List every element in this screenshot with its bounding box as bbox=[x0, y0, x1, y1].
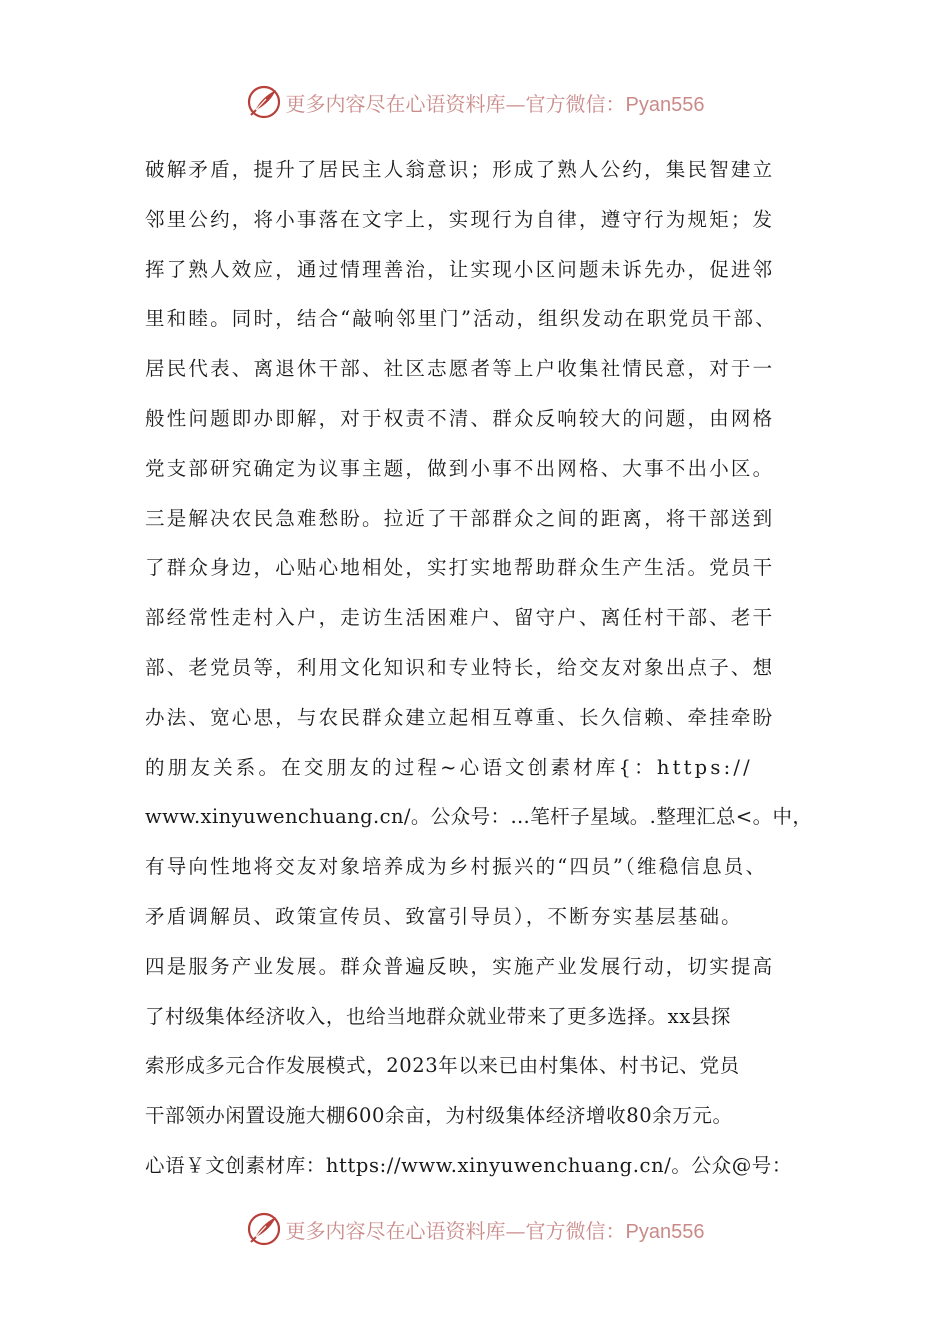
text-line: 挥了熟人效应，通过情理善治，让实现小区问题未诉先办，促进邻 bbox=[145, 257, 775, 281]
text-line: 干部领办闲置设施大棚600余亩，为村级集体经济增收80余万元。 bbox=[145, 1104, 733, 1128]
text-line: 居民代表、离退休干部、社区志愿者等上户收集社情民意，对于一 bbox=[145, 357, 775, 381]
text-line: 心语￥文创素材库：https://www.xinyuwenchuang.cn/。公众@号： bbox=[145, 1153, 793, 1177]
banner-label: 更多内容尽在心语资料库—官方微信：Pyan556 bbox=[285, 1218, 705, 1243]
text-line: 三是解决农民急难愁盼。拉近了干部群众之间的距离，将干部送到 bbox=[145, 506, 775, 530]
banner-label: 更多内容尽在心语资料库—官方微信：Pyan556 bbox=[285, 91, 705, 116]
text-line: 里和睦。同时，结合“敲响邻里门”活动，组织发动在职党员干部、 bbox=[145, 307, 777, 331]
wechat-id: Pyan556 bbox=[625, 1220, 705, 1243]
text-line: 四是服务产业发展。群众普遍反映，实施产业发展行动，切实提高 bbox=[145, 954, 775, 978]
text-line: 破解矛盾，提升了居民主人翁意识；形成了熟人公约，集民智建立 bbox=[145, 158, 775, 181]
text-line: 党支部研究确定为议事主题，做到小事不出网格、大事不出小区。 bbox=[145, 456, 775, 480]
text-line: 部经常性走村入户，走访生活困难户、留守户、离任村干部、老干 bbox=[145, 606, 775, 630]
document-body bbox=[145, 145, 815, 1191]
text-line: 矛盾调解员、政策宣传员、致富引导员），不断夯实基层基础。 bbox=[145, 904, 743, 928]
quill-pen-icon bbox=[246, 84, 282, 120]
text-line: 部、老党员等，利用文化知识和专业特长，给交友对象出点子、想 bbox=[145, 655, 775, 679]
text-line: 的朋友关系。在交朋友的过程~心语文创素材库{：https:// bbox=[145, 755, 753, 779]
text-line: 了群众身边，心贴心地相处，实打实地帮助群众生产生活。党员干 bbox=[145, 556, 775, 580]
text-line: www.xinyuwenchuang.cn/。公众号：…笔杆子星域。.整理汇总<。中， bbox=[145, 805, 813, 829]
text-line: 有导向性地将交友对象培养成为乡村振兴的“四员”（维稳信息员、 bbox=[145, 855, 768, 879]
text-line: 办法、宽心思，与农民群众建立起相互尊重、长久信赖、牵挂牵盼 bbox=[145, 705, 775, 729]
footer-watermark-banner bbox=[0, 1209, 950, 1249]
quill-pen-icon bbox=[246, 1211, 282, 1247]
text-line: 般性问题即办即解，对于权责不清、群众反响较大的问题，由网格 bbox=[145, 406, 775, 430]
text-line: 索形成多元合作发展模式，2023年以来已由村集体、村书记、党员 bbox=[145, 1054, 740, 1078]
wechat-id: Pyan556 bbox=[625, 93, 705, 116]
header-watermark-banner bbox=[0, 82, 950, 122]
text-line: 邻里公约，将小事落在文字上，实现行为自律，遵守行为规矩；发 bbox=[145, 207, 775, 231]
text-line: 了村级集体经济收入，也给当地群众就业带来了更多选择。xx县探 bbox=[145, 1004, 731, 1028]
